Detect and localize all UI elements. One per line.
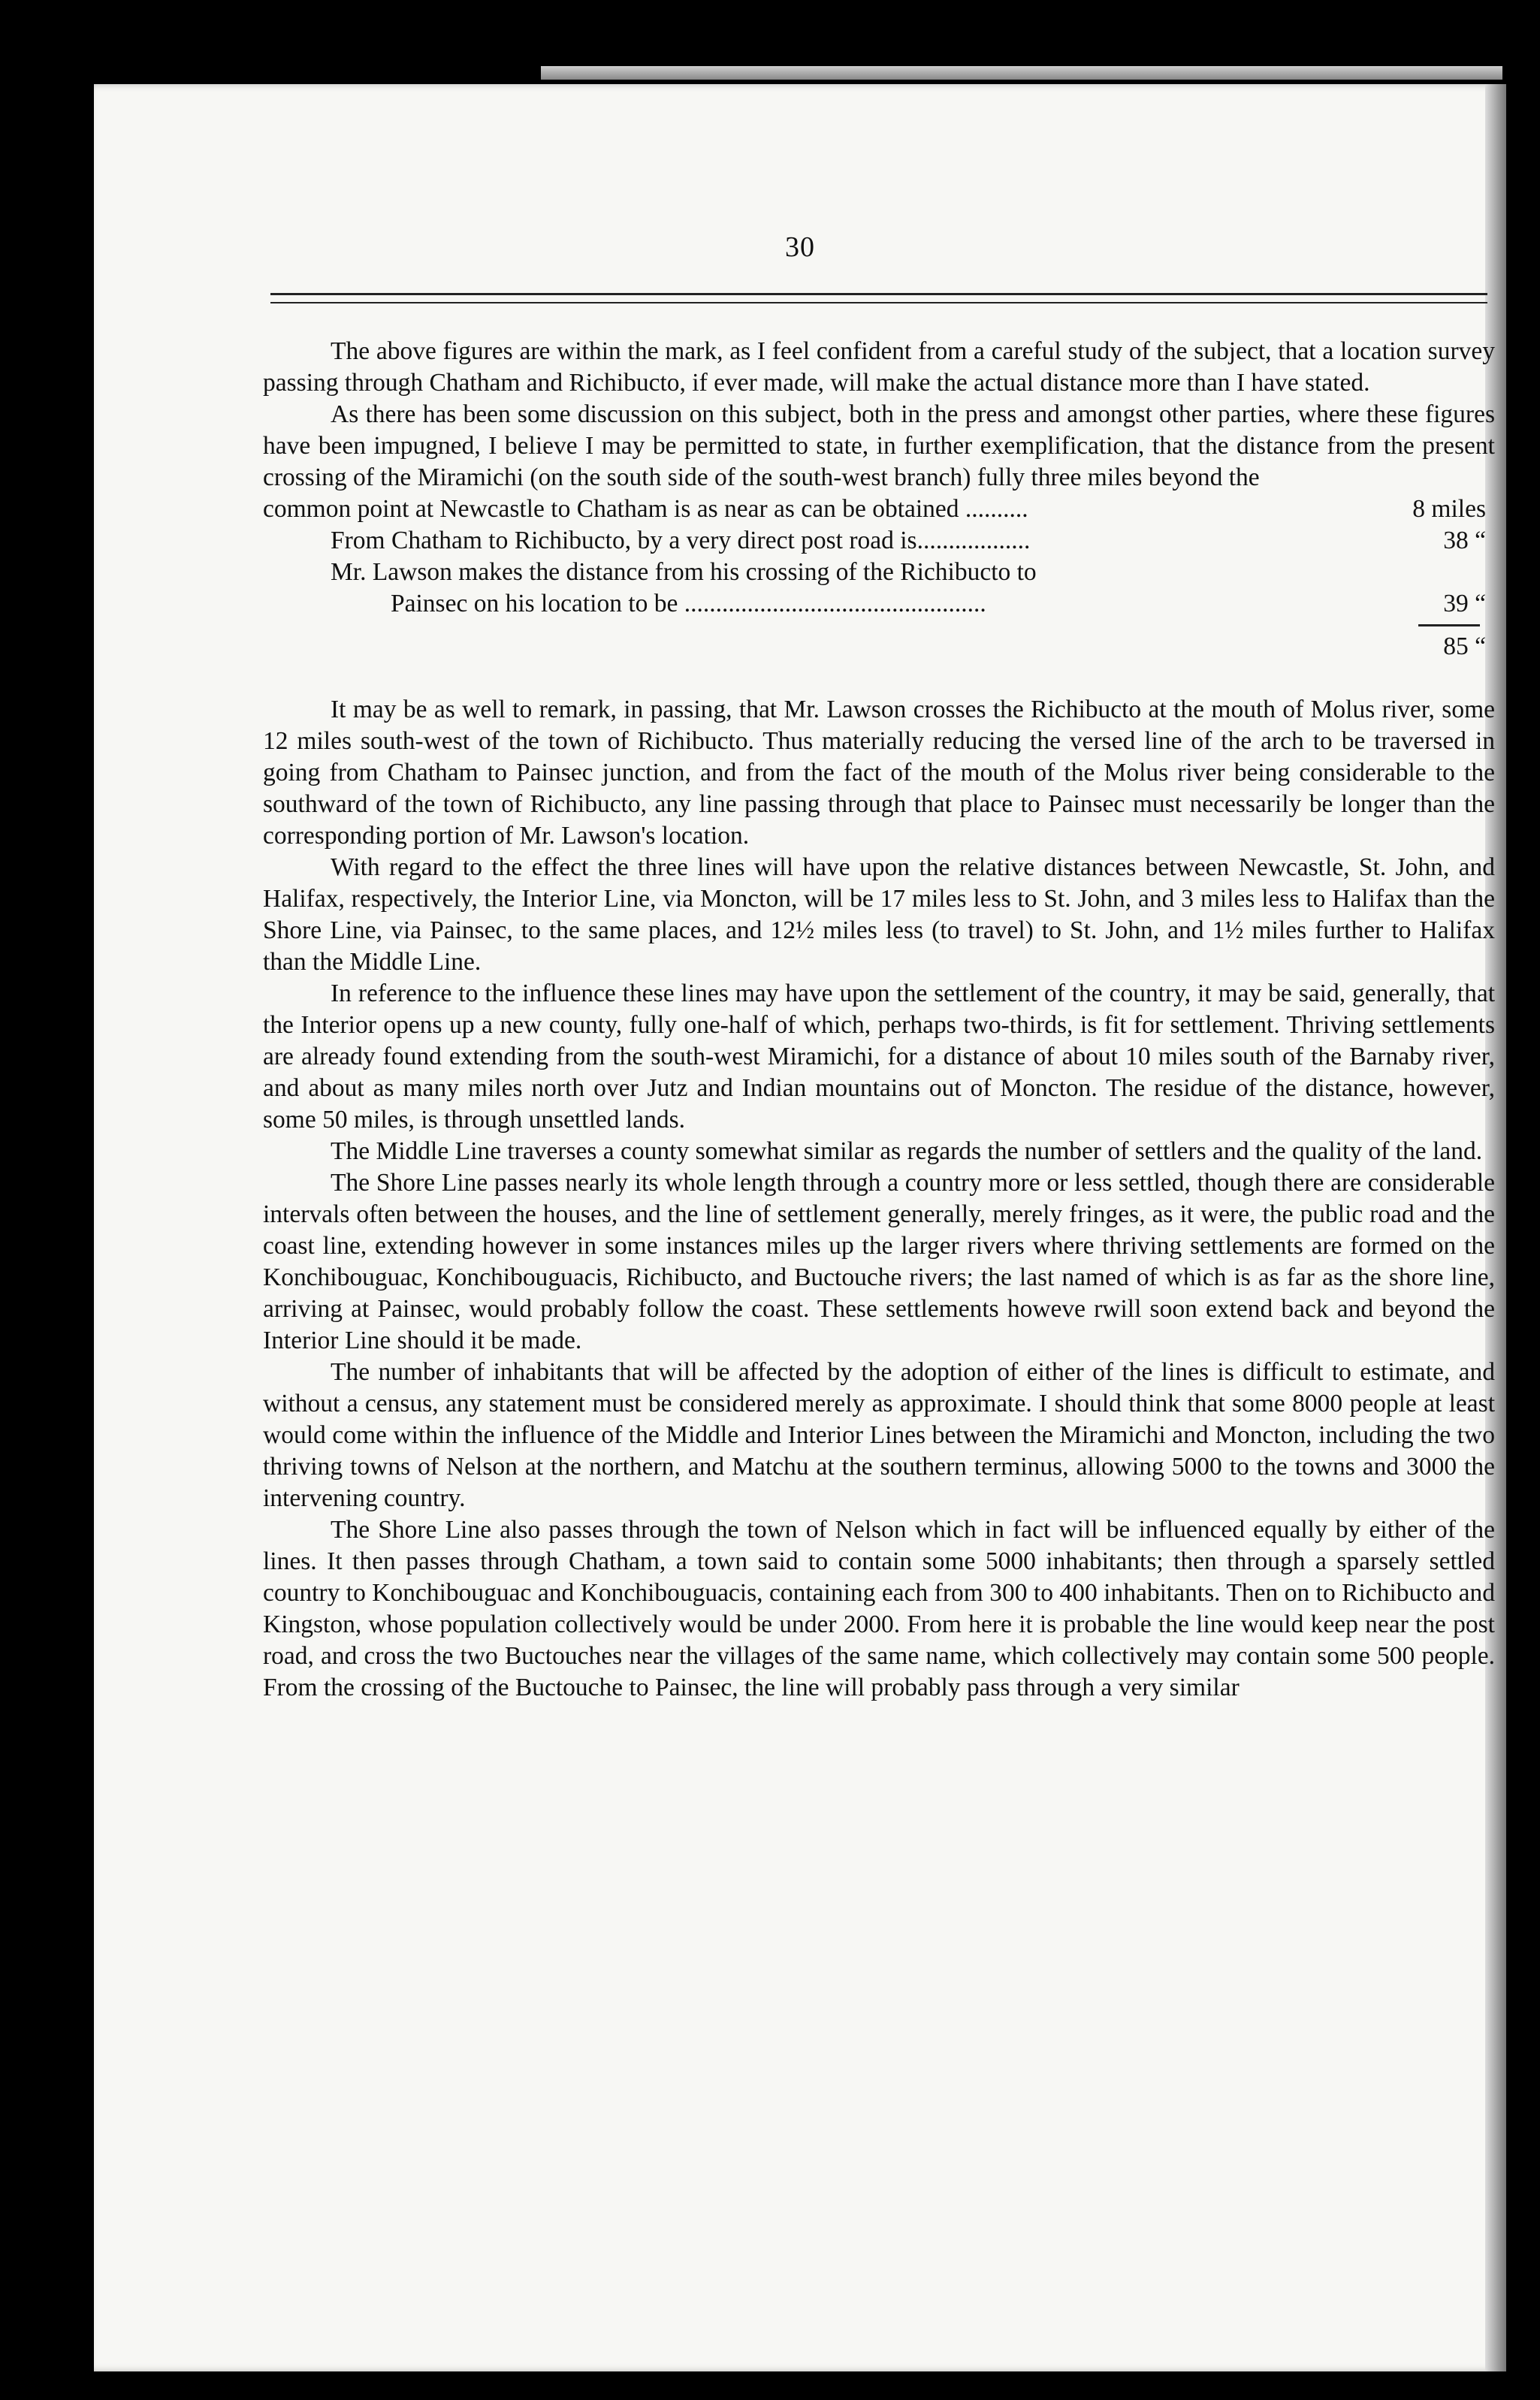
paragraph: The above figures are within the mark, as I feel confident from a careful study of the subject, that a location survey passing through Chatham and Richibucto, if ever made, will make the actual distance more than I have stated. xyxy=(263,337,1495,397)
sum-rule xyxy=(1418,624,1480,626)
paragraph: The Shore Line passes nearly its whole length through a country more or less settled, though there are considerable intervals often between the houses, and the line of settlement generally, merely fringes, as it were, the public road and the coast line, extending however in some instances miles up the larger rivers where thriving settlements are formed on the Konchibouguac, Konchibouguacis, Richibucto, and Buctouche rivers; the last named of which is as far as the shore line, arriving at Painsec, would probably follow the coast. These settlements howeve rwill soon extend back and beyond the Interior Line should it be made. xyxy=(263,1169,1495,1354)
header-rule-thin xyxy=(270,302,1487,303)
page-number: 30 xyxy=(785,231,815,263)
distance-row xyxy=(263,525,1495,557)
document-page xyxy=(94,84,1506,2371)
distance-value: 38 “ xyxy=(1443,527,1486,554)
paragraph: The Shore Line also passes through the town of Nelson which in fact will be influenced equally by either of the lines. It then passes through Chatham, a town said to contain some 5000 inhabitants; then through a sparsely settled country to Konchibouguac and Konchibouguacis, containing each from 300 to 400 inhabitants. Then on to Richibucto and Kingston, whose population collectively would be under 2000. From here it is probable the line would keep near the post road, and cross the two Buctouches near the villages of the same name, which collectively may contain some 500 people. From the crossing of the Buctouche to Painsec, the line will probably pass through a very similar xyxy=(263,1516,1495,1701)
distance-total: 85 “ xyxy=(1443,632,1486,660)
paragraph: In reference to the influence these lines may have upon the settlement of the country, it may be said, generally, that the Interior opens up a new county, fully one-half of which, perhaps two-thirds, is fit for settlement. Thriving settlements are already found extending from the south-west Miramichi, for a distance of about 10 miles south of the Barnaby river, and about as many miles north over Jutz and Indian mountains out of Moncton. The residue of the distance, however, some 50 miles, is through unsettled lands. xyxy=(263,980,1495,1134)
distance-label: Painsec on his location to be ................................................ xyxy=(391,590,986,617)
paragraph: As there has been some discussion on this subject, both in the press and amongst other parties, where these figures have been impugned, I believe I may be permitted to state, in further exemplification, that the distance from the present crossing of the Miramichi (on the south side of the south-west branch) fully three miles beyond the xyxy=(263,400,1495,491)
distance-label: Mr. Lawson makes the distance from his crossing of the Richibucto to xyxy=(331,558,1037,586)
distance-total-row xyxy=(263,631,1495,663)
distance-label: common point at Newcastle to Chatham is as near as can be obtained .......... xyxy=(263,495,1028,523)
distance-label: From Chatham to Richibucto, by a very direct post road is.................. xyxy=(331,527,1031,554)
header-rule xyxy=(270,293,1487,295)
paragraph: The number of inhabitants that will be affected by the adoption of either of the lines is difficult to estimate, and without a census, any statement must be considered merely as approximate. I should think that some 8000 people at least would come within the influence of the Middle and Interior Lines between the Miramichi and Moncton, including the two thriving towns of Nelson at the northern, and Matchu at the southern terminus, allowing 5000 to the towns and 3000 the intervening country. xyxy=(263,1358,1495,1512)
distance-row xyxy=(263,557,1495,588)
distance-value: 8 miles xyxy=(1412,495,1486,523)
body-text xyxy=(263,336,1495,1704)
paragraph: The Middle Line traverses a county somewhat similar as regards the number of settlers and the quality of the land. xyxy=(331,1137,1483,1165)
paragraph: It may be as well to remark, in passing, that Mr. Lawson crosses the Richibucto at the mouth of Molus river, some 12 miles south-west of the town of Richibucto. Thus materially reducing the versed line of the arch to be traversed in going from Chatham to Painsec junction, and from the fact of the mouth of the Molus river being considerable to the southward of the town of Richibucto, any line passing through that place to Painsec must necessarily be longer than the corresponding portion of Mr. Lawson's location. xyxy=(263,696,1495,850)
distance-row xyxy=(263,588,1495,620)
distance-row xyxy=(263,494,1495,525)
paragraph: With regard to the effect the three lines will have upon the relative distances between Newcastle, St. John, and Halifax, respectively, the Interior Line, via Moncton, will be 17 miles less to St. John, and 3 miles less to Halifax than the Shore Line, via Painsec, to the same places, and 12½ miles less (to travel) to St. John, and 1½ miles further to Halifax than the Middle Line. xyxy=(263,853,1495,976)
distance-value: 39 “ xyxy=(1443,590,1486,617)
scan-border xyxy=(541,66,1502,80)
